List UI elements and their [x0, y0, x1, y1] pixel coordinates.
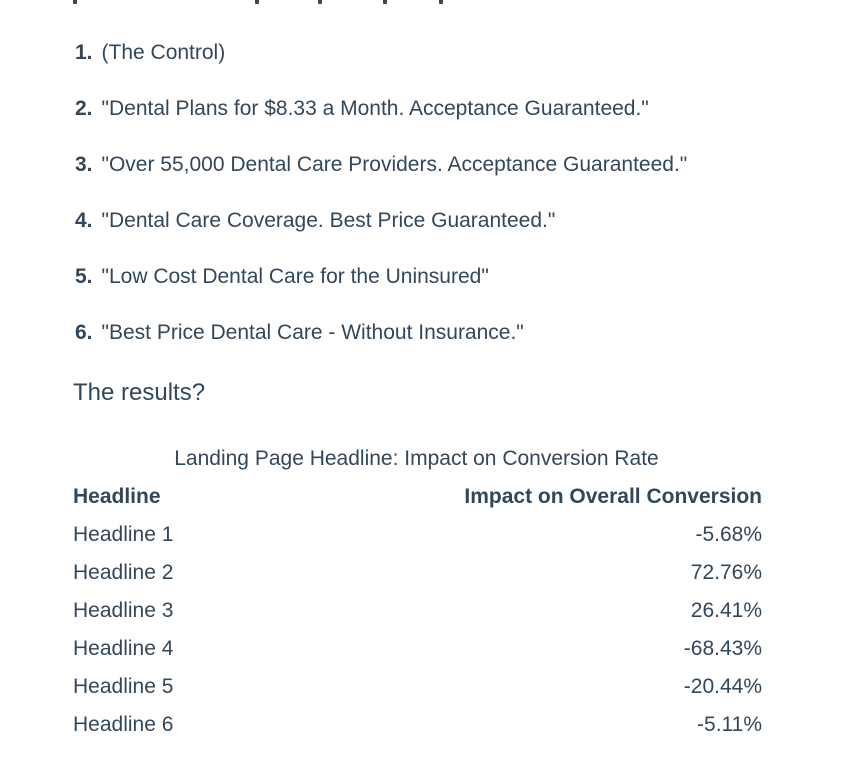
list-item-text: (The Control)	[101, 41, 226, 64]
list-item	[75, 38, 687, 94]
list-item-text: "Low Cost Dental Care for the Uninsured"	[101, 265, 489, 288]
impact-cell: -5.11%	[697, 713, 762, 736]
results-heading: The results?	[73, 379, 206, 406]
list-item-number: 4.	[75, 209, 93, 232]
results-table	[73, 478, 762, 744]
headline-list	[75, 38, 687, 374]
list-item-number: 2.	[75, 97, 93, 120]
list-item	[75, 94, 687, 150]
column-header-impact: Impact on Overall Conversion	[464, 485, 762, 508]
impact-cell: 26.41%	[690, 599, 762, 622]
impact-cell: -68.43%	[683, 637, 762, 660]
list-item-text: "Best Price Dental Care - Without Insurance."	[101, 321, 524, 344]
table-title: Landing Page Headline: Impact on Conversion Rate	[174, 447, 659, 470]
list-item-number: 3.	[75, 153, 93, 176]
clipped-previous-line	[73, 0, 593, 6]
impact-cell: -20.44%	[683, 675, 762, 698]
headline-cell: Headline 4	[73, 637, 174, 660]
list-item-text: "Dental Plans for $8.33 a Month. Acceptance Guaranteed."	[101, 97, 649, 120]
list-item-number: 1.	[75, 41, 93, 64]
headline-cell: Headline 6	[73, 713, 174, 736]
headline-cell: Headline 3	[73, 599, 174, 622]
table-row	[73, 630, 762, 668]
list-item-text: "Dental Care Coverage. Best Price Guaranteed."	[101, 209, 556, 232]
list-item	[75, 150, 687, 206]
table-row	[73, 554, 762, 592]
impact-cell: 72.76%	[690, 561, 762, 584]
list-item-number: 6.	[75, 321, 93, 344]
column-header-headline: Headline	[73, 485, 161, 508]
list-item	[75, 318, 687, 374]
table-row	[73, 668, 762, 706]
list-item-number: 5.	[75, 265, 93, 288]
headline-cell: Headline 2	[73, 561, 174, 584]
table-row	[73, 592, 762, 630]
list-item	[75, 262, 687, 318]
table-header-row	[73, 478, 762, 516]
headline-cell: Headline 1	[73, 523, 174, 546]
table-row	[73, 706, 762, 744]
list-item	[75, 206, 687, 262]
list-item-text: "Over 55,000 Dental Care Providers. Acceptance Guaranteed."	[101, 153, 688, 176]
headline-cell: Headline 5	[73, 675, 174, 698]
table-row	[73, 516, 762, 554]
impact-cell: -5.68%	[695, 523, 762, 546]
